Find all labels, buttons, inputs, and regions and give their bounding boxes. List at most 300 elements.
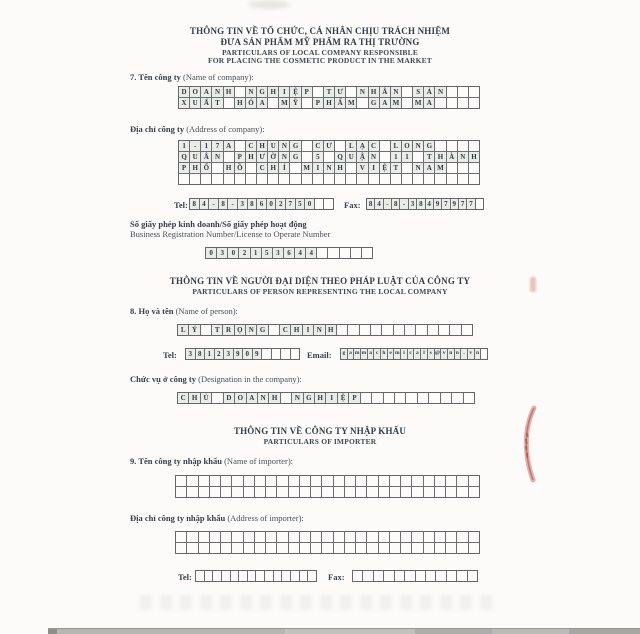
grid-cell bbox=[268, 174, 278, 184]
grid-cell: 4 bbox=[295, 248, 305, 258]
grid-cell bbox=[291, 571, 299, 581]
grid-cell bbox=[446, 543, 456, 553]
grid-cell: 8 bbox=[190, 199, 199, 209]
grid-cell bbox=[435, 476, 445, 486]
grid-cell bbox=[345, 487, 355, 497]
grid-cell: M bbox=[303, 163, 310, 172]
grid-cell bbox=[176, 476, 186, 486]
grid-cell: H bbox=[335, 163, 345, 173]
grid-cell bbox=[452, 393, 462, 403]
grid-cell: T bbox=[424, 152, 434, 162]
grid-cell: v bbox=[441, 349, 447, 359]
grid-cell bbox=[324, 152, 334, 162]
grid-cell bbox=[311, 487, 321, 497]
grid-cell: 9 bbox=[253, 349, 262, 359]
grid-cell bbox=[345, 476, 355, 486]
grid-cell bbox=[257, 174, 267, 184]
grid-cell bbox=[469, 543, 479, 553]
grid-cell bbox=[311, 543, 321, 553]
grid-cell: 9 bbox=[452, 199, 456, 208]
grid-cell: n bbox=[475, 349, 481, 359]
grid-cell: Q bbox=[335, 152, 345, 162]
grid-cell: - bbox=[190, 141, 200, 151]
grid-cell: A bbox=[247, 393, 257, 403]
grid-cell bbox=[390, 487, 400, 497]
grid-cell: I bbox=[303, 325, 313, 335]
grid-cell bbox=[424, 476, 434, 486]
grid-cell bbox=[221, 543, 231, 553]
grid-cell bbox=[213, 571, 221, 581]
grid-cell: G bbox=[369, 98, 379, 108]
grid-cell bbox=[324, 199, 333, 209]
grid-cell bbox=[335, 174, 345, 184]
grid-cell bbox=[469, 163, 479, 173]
grid-cell bbox=[435, 543, 445, 553]
grid-cell bbox=[380, 152, 390, 162]
grid-cell: Ủ bbox=[201, 393, 211, 403]
grid-cell bbox=[412, 532, 422, 542]
grid-cell: Ậ bbox=[357, 152, 367, 162]
grid-cell bbox=[439, 325, 449, 335]
grid-cell bbox=[481, 349, 487, 359]
grid-cell: 2 bbox=[239, 248, 249, 258]
grid-cell: M bbox=[414, 98, 422, 107]
grid-cell: N bbox=[258, 393, 268, 403]
company-name-label-en: (Name of company): bbox=[180, 72, 254, 82]
grid-cell: a bbox=[414, 349, 420, 359]
grid-cell bbox=[367, 543, 377, 553]
red-ink-mark bbox=[530, 277, 536, 292]
grid-cell bbox=[469, 532, 479, 542]
company-address-label-en: (Address of company): bbox=[184, 124, 265, 134]
grid-cell bbox=[446, 532, 456, 542]
grid-cell bbox=[289, 532, 299, 542]
grid-cell bbox=[244, 476, 254, 486]
grid-cell bbox=[322, 543, 332, 553]
grid-cell bbox=[290, 174, 300, 184]
grid-cell: G bbox=[424, 141, 434, 151]
grid-cell: 1 bbox=[201, 141, 211, 151]
grid-cell bbox=[458, 98, 468, 108]
grid-cell: H bbox=[291, 325, 301, 335]
grid-cell: Ọ bbox=[235, 325, 245, 335]
grid-cell: L bbox=[178, 325, 188, 335]
grid-cell bbox=[262, 349, 271, 359]
grid-cell: 7 bbox=[460, 199, 465, 208]
grid-cell: s bbox=[428, 349, 434, 359]
grid-cell: 4 bbox=[427, 199, 431, 208]
importer-name-label-en: (Name of importer): bbox=[221, 456, 294, 466]
grid-cell: 9 bbox=[234, 349, 243, 359]
grid-cell: 7 bbox=[286, 199, 295, 209]
grid-cell: h bbox=[381, 349, 387, 359]
person-tel-grid bbox=[185, 348, 300, 360]
grid-cell bbox=[412, 476, 422, 486]
grid-cell: l bbox=[421, 349, 427, 359]
grid-cell bbox=[196, 571, 204, 581]
grid-cell bbox=[416, 571, 425, 581]
grid-cell bbox=[424, 543, 434, 553]
grid-cell bbox=[435, 532, 445, 542]
grid-cell bbox=[279, 174, 289, 184]
company-tel-label: Tel: bbox=[174, 200, 188, 210]
grid-cell: 0 bbox=[228, 248, 238, 258]
grid-cell: H bbox=[190, 163, 200, 173]
grid-cell: Â bbox=[380, 87, 390, 97]
grid-cell: Q bbox=[179, 152, 189, 162]
grid-cell: P bbox=[302, 87, 312, 97]
form-heading-vi-1: THÔNG TIN VỀ TỔ CHỨC, CÁ NHÂN CHỊU TRÁCH NHIỆM bbox=[189, 26, 451, 36]
grid-cell bbox=[457, 532, 467, 542]
grid-cell: N bbox=[212, 87, 222, 97]
grid-cell bbox=[450, 325, 460, 335]
grid-cell: 7 bbox=[469, 199, 473, 208]
grid-cell bbox=[266, 487, 276, 497]
grid-cell: 6 bbox=[284, 248, 294, 258]
grid-cell: N bbox=[212, 152, 222, 162]
company-address-label-vi: Địa chỉ công ty bbox=[130, 124, 185, 134]
grid-cell bbox=[291, 349, 300, 359]
grid-cell bbox=[361, 393, 371, 403]
grid-cell: T bbox=[391, 163, 401, 173]
grid-cell: U bbox=[268, 141, 278, 151]
grid-cell bbox=[446, 487, 456, 497]
grid-cell bbox=[395, 571, 404, 581]
grid-cell bbox=[374, 571, 383, 581]
grid-cell bbox=[334, 476, 344, 486]
grid-cell bbox=[235, 87, 245, 97]
grid-cell bbox=[367, 532, 377, 542]
grid-cell: V bbox=[357, 163, 367, 173]
grid-cell: 0 bbox=[267, 199, 276, 209]
company-name-label-vi: 7. Tên công ty bbox=[130, 72, 181, 82]
grid-cell bbox=[346, 174, 356, 184]
grid-cell bbox=[315, 199, 324, 209]
grid-cell bbox=[244, 543, 254, 553]
grid-cell bbox=[357, 98, 367, 108]
grid-cell: I bbox=[369, 163, 379, 173]
grid-cell bbox=[232, 476, 242, 486]
grid-cell bbox=[190, 174, 200, 184]
grid-cell bbox=[277, 476, 287, 486]
grid-cell: Ạ bbox=[357, 141, 367, 151]
grid-cell: G bbox=[290, 152, 300, 162]
license-label-vi: Số giấy phép kinh doanh/Số giấy phép hoạt động bbox=[130, 219, 307, 229]
designation-label bbox=[130, 374, 302, 384]
grid-cell: H bbox=[269, 393, 279, 403]
company-fax-label: Fax: bbox=[344, 200, 361, 210]
grid-cell: G bbox=[304, 393, 314, 403]
grid-cell: Ỹ bbox=[290, 98, 300, 108]
person-name-label bbox=[130, 306, 238, 316]
grid-cell bbox=[266, 532, 276, 542]
grid-cell: a bbox=[368, 349, 374, 359]
grid-cell bbox=[435, 141, 445, 151]
grid-cell: Ư bbox=[335, 87, 345, 97]
importer-fax-label: Fax: bbox=[328, 572, 345, 582]
grid-cell bbox=[402, 174, 412, 184]
grid-cell bbox=[322, 532, 332, 542]
grid-cell: Ó bbox=[246, 98, 256, 108]
grid-cell bbox=[340, 248, 350, 258]
grid-cell bbox=[458, 141, 468, 151]
grid-cell bbox=[334, 543, 344, 553]
scan-smudge bbox=[248, 0, 290, 9]
grid-cell bbox=[311, 476, 321, 486]
grid-cell bbox=[371, 325, 381, 335]
grid-cell bbox=[210, 476, 220, 486]
grid-cell: - bbox=[400, 199, 407, 209]
grid-cell: 1 bbox=[402, 152, 412, 162]
grid-cell bbox=[302, 174, 312, 184]
grid-cell: c bbox=[408, 349, 414, 359]
grid-cell bbox=[232, 532, 242, 542]
grid-cell bbox=[356, 487, 366, 497]
grid-cell bbox=[255, 487, 265, 497]
grid-cell bbox=[335, 141, 345, 151]
grid-cell: 3 bbox=[224, 349, 233, 359]
grid-cell bbox=[446, 476, 456, 486]
grid-cell: - bbox=[228, 199, 237, 209]
grid-cell bbox=[424, 174, 434, 184]
grid-cell bbox=[458, 163, 468, 173]
grid-cell bbox=[199, 487, 209, 497]
grid-cell bbox=[300, 543, 310, 553]
grid-cell: m bbox=[361, 349, 367, 359]
grid-cell: e bbox=[388, 349, 394, 359]
grid-cell bbox=[232, 543, 242, 553]
grid-cell bbox=[435, 174, 445, 184]
grid-cell bbox=[199, 543, 209, 553]
grid-cell bbox=[302, 141, 312, 151]
grid-cell bbox=[212, 163, 222, 173]
grid-cell: 4 bbox=[377, 199, 381, 208]
grid-cell bbox=[447, 141, 457, 151]
grid-cell: 0 bbox=[305, 199, 314, 209]
grid-cell bbox=[322, 476, 332, 486]
grid-cell bbox=[221, 487, 231, 497]
grid-cell: 8 bbox=[219, 199, 228, 209]
grid-cell: N bbox=[292, 393, 302, 403]
grid-cell bbox=[345, 543, 355, 553]
grid-cell: Ồ bbox=[235, 163, 245, 173]
grid-cell bbox=[441, 393, 451, 403]
grid-cell: H bbox=[315, 393, 325, 403]
grid-cell bbox=[424, 487, 434, 497]
grid-cell bbox=[337, 325, 347, 335]
grid-cell: M bbox=[392, 98, 400, 107]
grid-cell: H bbox=[246, 152, 256, 162]
grid-cell: C bbox=[178, 393, 188, 403]
grid-cell: N bbox=[369, 152, 379, 162]
grid-cell bbox=[199, 532, 209, 542]
grid-cell bbox=[356, 532, 366, 542]
grid-cell: . bbox=[461, 349, 467, 359]
grid-cell: M bbox=[281, 98, 288, 107]
grid-cell bbox=[199, 476, 209, 486]
person-email-label: Email: bbox=[307, 350, 332, 360]
grid-cell: Í bbox=[279, 163, 289, 173]
grid-cell: 2 bbox=[276, 199, 285, 209]
grid-cell bbox=[176, 487, 186, 497]
grid-cell: P bbox=[179, 163, 189, 173]
grid-cell: U bbox=[346, 152, 356, 162]
grid-cell: H bbox=[224, 87, 234, 97]
grid-cell: 4 bbox=[306, 248, 316, 258]
form-heading-vi-2: ĐƯA SẢN PHẨM MỸ PHẨM RA THỊ TRƯỜNG bbox=[220, 37, 420, 47]
grid-cell bbox=[176, 532, 186, 542]
grid-cell bbox=[436, 571, 445, 581]
grid-cell bbox=[382, 325, 392, 335]
grid-cell: N bbox=[246, 87, 256, 97]
grid-cell: G bbox=[257, 325, 267, 335]
grid-cell bbox=[356, 476, 366, 486]
grid-cell bbox=[401, 476, 411, 486]
grid-cell: G bbox=[290, 141, 300, 151]
grid-cell bbox=[405, 571, 414, 581]
grid-cell bbox=[435, 98, 445, 108]
grid-cell bbox=[351, 248, 361, 258]
grid-cell: 2 bbox=[215, 349, 224, 359]
grid-cell bbox=[435, 487, 445, 497]
grid-cell bbox=[187, 543, 197, 553]
grid-cell bbox=[464, 393, 474, 403]
grid-cell bbox=[244, 487, 254, 497]
grid-cell: Â bbox=[201, 152, 211, 162]
grid-cell bbox=[212, 174, 222, 184]
grid-cell: N bbox=[413, 141, 423, 151]
grid-cell bbox=[246, 174, 256, 184]
grid-cell bbox=[221, 532, 231, 542]
grid-cell: 7 bbox=[212, 141, 222, 151]
grid-cell bbox=[248, 571, 256, 581]
grid-cell bbox=[231, 571, 239, 581]
grid-cell: 4 bbox=[200, 199, 209, 209]
grid-cell bbox=[345, 532, 355, 542]
importer-name-grid bbox=[175, 475, 480, 498]
grid-cell: T bbox=[212, 325, 222, 335]
grid-cell: I bbox=[313, 163, 323, 173]
grid-cell bbox=[457, 487, 467, 497]
grid-cell bbox=[210, 543, 220, 553]
grid-cell bbox=[428, 325, 438, 335]
company-fax-grid bbox=[366, 198, 484, 210]
grid-cell: P bbox=[235, 152, 245, 162]
importer-section-heading-en: PARTICULARS OF IMPORTER bbox=[263, 437, 377, 446]
grid-cell: c bbox=[374, 349, 380, 359]
grid-cell bbox=[360, 325, 370, 335]
grid-cell bbox=[334, 487, 344, 497]
grid-cell bbox=[334, 532, 344, 542]
grid-cell bbox=[413, 152, 423, 162]
grid-cell bbox=[379, 487, 389, 497]
grid-cell: R bbox=[223, 325, 233, 335]
grid-cell bbox=[401, 543, 411, 553]
company-address-label bbox=[130, 124, 265, 134]
grid-cell bbox=[468, 571, 477, 581]
grid-cell bbox=[476, 199, 483, 209]
grid-cell: N bbox=[357, 87, 367, 97]
grid-cell bbox=[313, 174, 323, 184]
grid-cell bbox=[187, 487, 197, 497]
importer-tel-grid bbox=[195, 570, 317, 582]
grid-cell bbox=[268, 98, 278, 108]
importer-address-grid bbox=[175, 531, 480, 554]
grid-cell bbox=[290, 163, 300, 173]
grid-cell bbox=[308, 571, 316, 581]
grid-cell: A bbox=[257, 98, 267, 108]
grid-cell: Ố bbox=[201, 163, 211, 173]
grid-cell: v bbox=[468, 349, 474, 359]
photo-bottom-edge bbox=[48, 628, 640, 634]
grid-cell: Ý bbox=[189, 325, 199, 335]
person-tel-label: Tel: bbox=[163, 350, 177, 360]
grid-cell bbox=[235, 174, 245, 184]
bleed-through-band bbox=[140, 595, 500, 610]
grid-cell bbox=[367, 476, 377, 486]
grid-cell: Ư bbox=[324, 141, 334, 151]
grid-cell: N bbox=[246, 325, 256, 335]
grid-cell: 8 bbox=[419, 199, 423, 208]
grid-cell: H bbox=[268, 163, 278, 173]
grid-cell bbox=[469, 98, 479, 108]
grid-cell: g bbox=[341, 349, 347, 359]
grid-cell bbox=[256, 571, 264, 581]
grid-cell: i bbox=[401, 349, 407, 359]
grid-cell bbox=[380, 174, 390, 184]
importer-name-label bbox=[130, 456, 293, 466]
grid-cell bbox=[458, 174, 468, 184]
grid-cell bbox=[348, 325, 358, 335]
grid-cell: 9 bbox=[435, 199, 440, 208]
grid-cell bbox=[384, 393, 394, 403]
grid-cell bbox=[266, 543, 276, 553]
person-name-grid bbox=[177, 324, 473, 336]
grid-cell bbox=[187, 532, 197, 542]
grid-cell bbox=[462, 325, 472, 335]
grid-cell bbox=[289, 543, 299, 553]
grid-cell: T bbox=[324, 87, 334, 97]
grid-cell bbox=[269, 325, 279, 335]
grid-cell bbox=[372, 393, 382, 403]
grid-cell bbox=[405, 325, 415, 335]
grid-cell bbox=[313, 87, 323, 97]
grid-cell bbox=[391, 174, 401, 184]
red-stamp-fragment bbox=[500, 404, 544, 484]
grid-cell: D bbox=[179, 87, 189, 97]
grid-cell: H bbox=[235, 98, 245, 108]
grid-cell: 8 bbox=[393, 199, 398, 208]
grid-cell bbox=[300, 571, 308, 581]
grid-cell: M bbox=[347, 98, 355, 107]
grid-cell bbox=[395, 393, 405, 403]
grid-cell bbox=[457, 476, 467, 486]
importer-address-label-en: (Address of importer): bbox=[225, 513, 304, 523]
grid-cell: - bbox=[209, 199, 218, 209]
grid-cell bbox=[244, 532, 254, 542]
grid-cell: 1 bbox=[205, 349, 214, 359]
grid-cell bbox=[232, 487, 242, 497]
person-section-heading-vi: THÔNG TIN VỀ NGƯỜI ĐẠI DIỆN THEO PHÁP LUẬT CỦA CÔNG TY bbox=[169, 276, 471, 286]
grid-cell bbox=[390, 532, 400, 542]
grid-cell: 8 bbox=[248, 199, 257, 209]
person-section-heading-en: PARTICULARS OF PERSON REPRESENTING THE LOCAL COMPANY bbox=[192, 287, 448, 296]
grid-cell bbox=[235, 141, 245, 151]
designation-label-en: (Designation in the company): bbox=[196, 374, 302, 384]
grid-cell bbox=[469, 174, 479, 184]
grid-cell: L bbox=[346, 141, 356, 151]
importer-address-label bbox=[130, 513, 304, 523]
